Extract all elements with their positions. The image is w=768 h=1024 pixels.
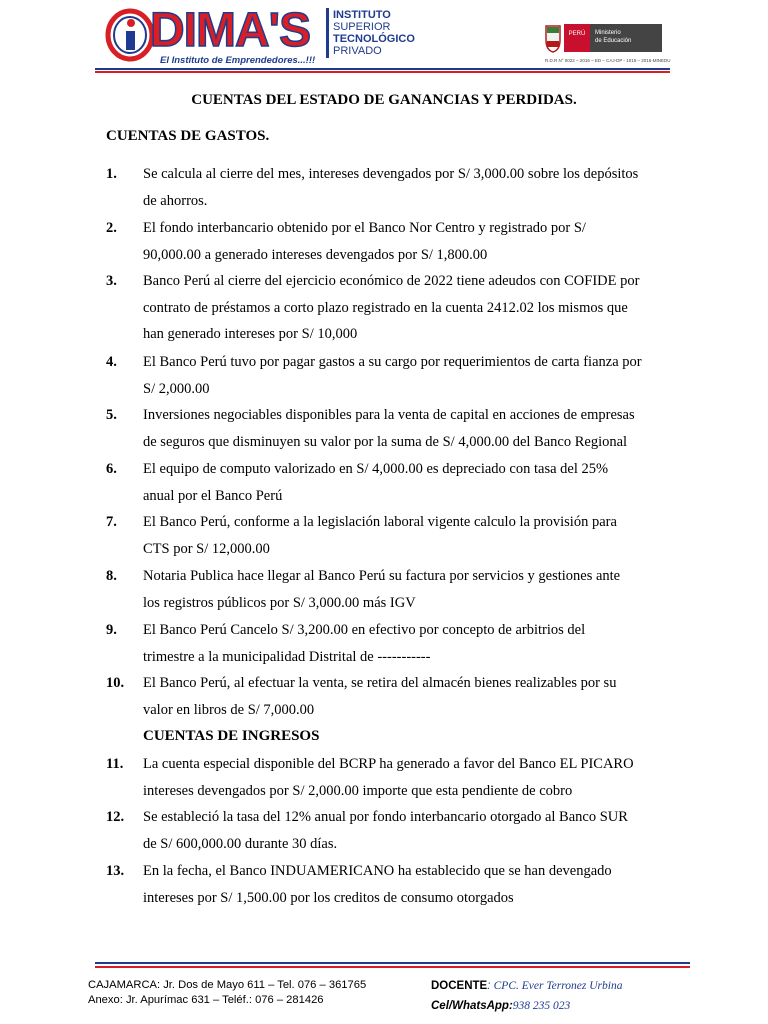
item-number: 12. (106, 809, 125, 825)
ministry-name-line: Ministerio (595, 30, 621, 36)
gastos-heading: CUENTAS DE GASTOS. (106, 128, 270, 144)
institute-line: TECNOLÓGICO (333, 33, 415, 45)
footer-rule (95, 966, 690, 968)
item-line: los registros públicos por S/ 3,000.00 más IGV (143, 594, 416, 611)
item-line: El Banco Perú, conforme a la legislación laboral vigente calculo la provisión para (143, 514, 617, 530)
item-line: de ahorros. (143, 192, 208, 209)
ministry-country: PERÚ (568, 31, 586, 37)
item-line: Inversiones negociables disponibles para la venta de capital en acciones de empresas (143, 407, 635, 423)
phone-value: 938 235 023 (512, 1000, 571, 1012)
item-line: intereses devengados por S/ 2,000.00 importe que esta pendiente de cobro (143, 782, 573, 799)
footer-rule (95, 962, 690, 964)
item-line: CTS por S/ 12,000.00 (143, 540, 270, 557)
item-number: 4. (106, 354, 117, 370)
institute-line: PRIVADO (333, 45, 382, 57)
item-number: 10. (106, 675, 125, 691)
item-line: anual por el Banco Perú (143, 487, 283, 504)
item-line: La cuenta especial disponible del BCRP ha generado a favor del Banco EL PICARO (143, 756, 634, 772)
institute-line: SUPERIOR (333, 21, 391, 33)
item-line: de seguros que disminuyen su valor por la suma de S/ 4,000.00 del Banco Regional (143, 433, 628, 450)
docente-row: DOCENTE: CPC. Ever Terronez Urbina (431, 980, 623, 992)
phone-row (431, 996, 622, 1016)
ministry-name-line: de Educación (595, 38, 632, 44)
item-text (143, 670, 663, 723)
peru-shield-icon (546, 26, 560, 52)
item-text (143, 509, 663, 562)
item-text (143, 161, 663, 214)
item-line: El Banco Perú, al efectuar la venta, se retira del almacén bienes realizables por su (143, 675, 617, 691)
item-line: de S/ 600,000.00 durante 30 días. (143, 835, 338, 852)
item-text (143, 751, 663, 804)
institute-divider (326, 8, 329, 58)
item-text (143, 617, 663, 670)
address-line: Anexo: Jr. Apurímac 631 – Teléf.: 076 – 281426 (88, 994, 324, 1006)
logo-tagline: El Instituto de Emprendedores...!!! (160, 55, 316, 66)
item-line: El Banco Perú tuvo por pagar gastos a su cargo por requerimientos de carta fianza por (143, 354, 642, 370)
logo-text: DIMA'S (150, 4, 311, 57)
item-line: 90,000.00 a generado intereses devengados por S/ 1,800.00 (143, 246, 488, 263)
item-line: Banco Perú al cierre del ejercicio económico de 2022 tiene adeudos con COFIDE por (143, 273, 640, 289)
item-number: 5. (106, 407, 117, 423)
item-line: El Banco Perú Cancelo S/ 3,200.00 en efectivo por concepto de arbitrios del (143, 622, 586, 638)
item-line: S/ 2,000.00 (143, 380, 210, 397)
item-text (143, 215, 663, 268)
item-line: En la fecha, el Banco INDUAMERICANO ha establecido que se han devengado (143, 863, 612, 879)
item-number: 8. (106, 568, 117, 584)
item-line: han generado intereses por S/ 10,000 (143, 326, 358, 342)
footer-address (88, 978, 366, 1008)
item-text (143, 456, 663, 509)
item-text (143, 563, 663, 616)
item-number: 6. (106, 461, 117, 477)
item-number: 3. (106, 273, 117, 289)
item-number: 2. (106, 220, 117, 236)
docente-value: CPC. Ever Terronez Urbina (493, 980, 623, 992)
item-number: 9. (106, 622, 117, 638)
item-number: 13. (106, 863, 125, 879)
ministry-logo (540, 22, 662, 54)
item-number: 1. (106, 166, 117, 182)
header-rule (95, 71, 670, 73)
item-line: trimestre a la municipalidad Distrital de ----------- (143, 648, 431, 665)
peru-box (564, 24, 590, 52)
resolution-text: R.D.R N° 0022 – 2016 – ED – CAJ-DP - 1015 – 2016-MINEDU (545, 58, 671, 63)
item-line: Se estableció la tasa del 12% anual por fondo interbancario otorgado al Banco SUR (143, 809, 628, 825)
header-rule (95, 68, 670, 70)
page-header (0, 0, 768, 80)
phone-label: Cel/WhatsApp: (431, 1000, 513, 1012)
item-line: contrato de préstamos a corto plazo registrado en la cuenta 2412.02 los mismos que (143, 299, 628, 316)
dimas-logo-icon (105, 8, 155, 62)
document-title: CUENTAS DEL ESTADO DE GANANCIAS Y PERDIDAS. (191, 92, 577, 108)
ingresos-heading: CUENTAS DE INGRESOS (143, 728, 320, 744)
item-line: Se calcula al cierre del mes, intereses devengados por S/ 3,000.00 sobre los depósitos (143, 166, 639, 182)
item-text (143, 268, 663, 348)
docente-label: DOCENTE (431, 980, 488, 992)
item-text (143, 402, 663, 455)
item-line: El equipo de computo valorizado en S/ 4,000.00 es depreciado con tasa del 25% (143, 461, 609, 477)
item-text (143, 858, 663, 911)
address-line: CAJAMARCA: Jr. Dos de Mayo 611 – Tel. 076 – 361765 (88, 979, 367, 991)
institute-line: INSTITUTO (333, 9, 391, 21)
item-line: Notaria Publica hace llegar al Banco Perú su factura por servicios y gestiones ante (143, 568, 621, 584)
item-line: valor en libros de S/ 7,000.00 (143, 701, 315, 718)
item-text (143, 804, 663, 857)
institute-name (333, 9, 415, 57)
item-line: El fondo interbancario obtenido por el Banco Nor Centro y registrado por S/ (143, 220, 586, 236)
item-number: 7. (106, 514, 117, 530)
item-line: intereses por S/ 1,500.00 por los creditos de consumo otorgados (143, 889, 514, 906)
footer-contact (431, 976, 622, 1016)
item-number: 11. (106, 756, 124, 772)
item-text (143, 349, 663, 402)
